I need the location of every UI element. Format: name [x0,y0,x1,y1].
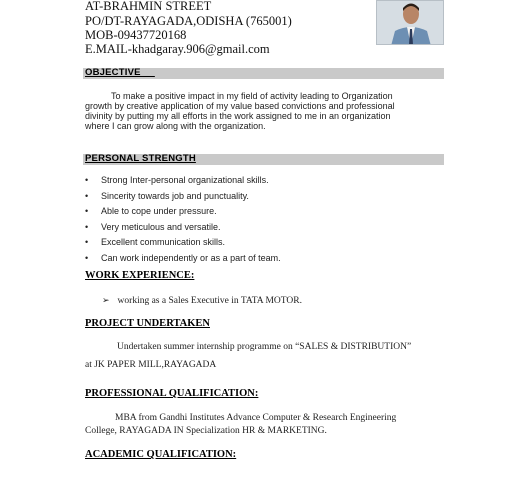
email-address: E.MAIL-khadgaray.906@gmail.com [85,42,270,56]
professional-qualification-heading: PROFESSIONAL QUALIFICATION: [85,388,259,399]
bullet-icon: • [85,175,89,185]
profile-photo [376,0,444,45]
bullet-icon: • [85,190,89,201]
project-line-2: at JK PAPER MILL,RAYAGADA [85,360,217,370]
professional-line-2: College, RAYAGADA IN Specialization HR & MARKETING. [85,426,327,436]
list-item: • Very meticulous and versatile. [85,221,221,232]
address-line-2: PO/DT-RAYAGADA,ODISHA (765001) [85,14,292,28]
arrow-bullet-icon: ➢ [102,295,110,305]
objective-line-3: divinity by putting my all efforts in the work assigned to me in an organization [85,111,391,121]
work-experience-item: ➢ working as a Sales Executive in TATA MOTOR. [102,295,302,306]
bullet-icon: • [85,221,89,232]
objective-line-4: where I can grow along with the organization. [85,121,266,131]
objective-line-2: growth by creative application of my value based convictions and professional [85,101,395,111]
bullet-icon: • [85,252,89,263]
project-line-1: Undertaken summer internship programme on “SALES & DISTRIBUTION” [117,342,412,352]
address-line-1: AT-BRAHMIN STREET [85,0,212,13]
mobile-number: MOB-09437720168 [85,28,187,42]
objective-line-1: To make a positive impact in my field of activity leading to Organization [111,91,393,101]
personal-strength-section-bar [83,154,444,165]
strength-list [85,175,281,269]
personal-strength-heading: PERSONAL STRENGTH [85,153,196,164]
person-icon [377,1,444,45]
objective-heading: OBJECTIVE [85,67,155,78]
list-item: • Can work independently or as a part of team. [85,252,281,263]
list-item: • Sincerity towards job and punctuality. [85,190,249,201]
objective-section-bar [83,68,444,79]
work-experience-heading: WORK EXPERIENCE: [85,270,195,281]
list-item: • Able to cope under pressure. [85,206,217,217]
bullet-icon: • [85,206,89,217]
professional-line-1: MBA from Gandhi Institutes Advance Computer & Research Engineering [115,413,397,423]
bullet-icon: • [85,237,89,248]
project-heading: PROJECT UNDERTAKEN [85,318,210,329]
list-item: • Strong Inter-personal organizational skills. [85,175,269,185]
list-item: • Excellent communication skills. [85,237,226,248]
academic-qualification-heading: ACADEMIC QUALIFICATION: [85,449,237,460]
